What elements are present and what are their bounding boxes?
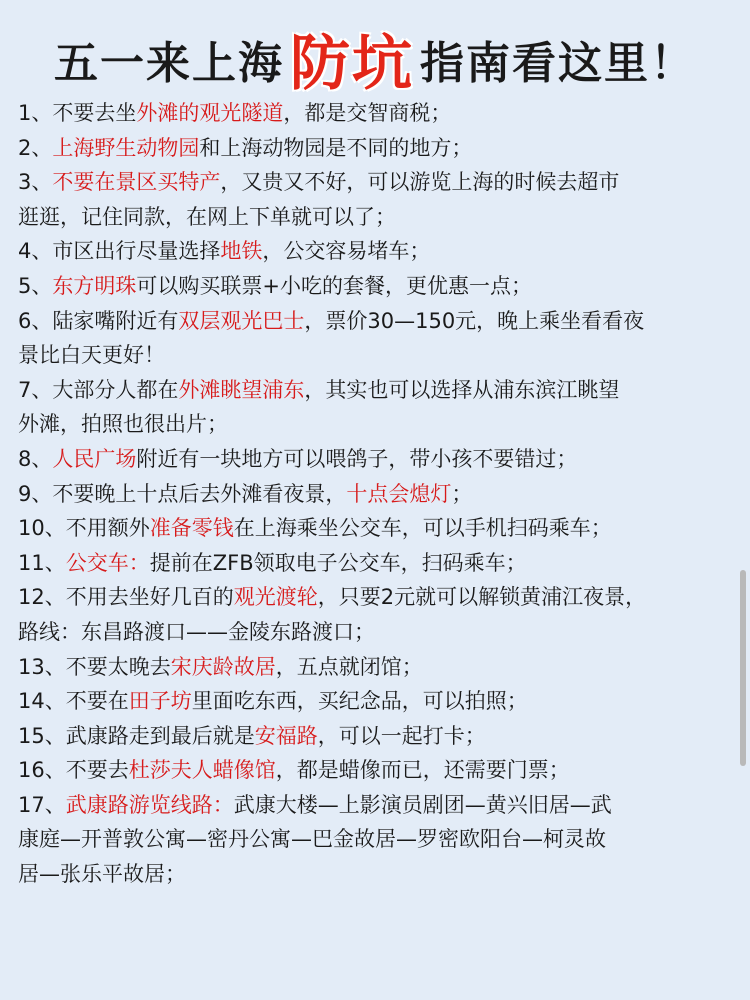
text-segment: ； xyxy=(451,481,473,506)
highlight-segment: 双层观光巴士 xyxy=(178,308,305,333)
text-segment: 3、 xyxy=(18,170,53,195)
tip-line xyxy=(18,442,730,477)
text-segment: 9、不要晚上十点后去外滩看夜景， xyxy=(18,481,347,506)
text-segment: 路线：东昌路渡口——金陵东路渡口； xyxy=(18,619,375,644)
tip-line xyxy=(18,788,730,823)
text-segment: 6、陆家嘴附近有 xyxy=(18,308,179,333)
text-segment: 16、不要去 xyxy=(18,758,129,783)
title-highlight: 防坑 xyxy=(290,29,414,99)
tip-line xyxy=(18,615,730,650)
text-segment: 附近有一块地方可以喂鸽子，带小孩不要错过； xyxy=(136,446,578,471)
highlight-segment: 外滩的观光隧道 xyxy=(136,101,284,125)
text-segment: 外滩，拍照也很出片； xyxy=(18,412,228,437)
tip-line xyxy=(18,546,730,581)
text-segment: 8、 xyxy=(18,446,53,471)
highlight-segment: 地铁 xyxy=(220,239,263,264)
text-segment: 5、 xyxy=(18,273,53,298)
highlight-segment: 杜莎夫人蜡像馆 xyxy=(128,758,276,783)
text-segment: ，其实也可以选择从浦东滨江眺望 xyxy=(304,377,620,402)
tip-line xyxy=(18,96,730,131)
text-segment: 2、 xyxy=(18,135,53,160)
highlight-segment: 田子坊 xyxy=(128,689,192,714)
tip-line xyxy=(18,338,730,373)
text-segment: 武康大楼—上影演员剧团—黄兴旧居—武 xyxy=(233,792,612,817)
tip-line xyxy=(18,753,730,788)
highlight-segment: 准备零钱 xyxy=(149,516,234,541)
text-segment: 13、不要太晚去 xyxy=(18,654,171,679)
tip-line xyxy=(18,822,730,857)
text-segment: 提前在ZFB领取电子公交车，扫码乘车； xyxy=(149,550,527,575)
text-segment: ，可以一起打卡； xyxy=(317,723,486,748)
tips-list xyxy=(18,96,730,892)
text-segment: 景比白天更好！ xyxy=(18,343,165,368)
text-segment: ，都是交智商税； xyxy=(283,101,452,125)
tip-line xyxy=(18,165,730,200)
text-segment: 可以购买联票+小吃的套餐，更优惠一点； xyxy=(136,273,532,298)
text-segment: 和上海动物园是不同的地方； xyxy=(199,135,473,160)
highlight-segment: 武康路游览线路： xyxy=(65,792,234,817)
highlight-segment: 外滩眺望浦东 xyxy=(178,377,305,402)
highlight-segment: 公交车： xyxy=(65,550,150,575)
tip-line xyxy=(18,131,730,166)
text-segment: 在上海乘坐公交车，可以手机扫码乘车； xyxy=(233,516,612,541)
text-segment: ，五点就闭馆； xyxy=(275,654,423,679)
tip-line xyxy=(18,857,730,892)
tip-line xyxy=(18,477,730,512)
text-segment: ，都是蜡像而已，还需要门票； xyxy=(275,758,570,783)
highlight-segment: 观光渡轮 xyxy=(233,585,318,610)
text-segment: 4、市区出行尽量选择 xyxy=(18,239,221,264)
tip-line xyxy=(18,269,730,304)
text-segment: 1、不要去坐 xyxy=(18,101,137,125)
text-segment: ，又贵又不好，可以游览上海的时候去超市 xyxy=(220,170,620,195)
tip-line xyxy=(18,719,730,754)
highlight-segment: 不要在景区买特产 xyxy=(52,170,221,195)
text-segment: ，公交容易堵车； xyxy=(262,239,431,264)
text-segment: 15、武康路走到最后就是 xyxy=(18,723,255,748)
highlight-segment: 人民广场 xyxy=(52,446,137,471)
title-prefix: 五一来上海 xyxy=(54,38,284,89)
tip-line xyxy=(18,304,730,339)
highlight-segment: 宋庆龄故居 xyxy=(170,654,276,679)
text-segment: 11、 xyxy=(18,550,66,575)
text-segment: 17、 xyxy=(18,792,66,817)
text-segment: 12、不用去坐好几百的 xyxy=(18,585,234,610)
tip-line xyxy=(18,407,730,442)
text-segment: 居—张乐平故居； xyxy=(18,862,186,887)
text-segment: 7、大部分人都在 xyxy=(18,377,179,402)
text-segment: ，票价30—150元，晚上乘坐看看夜 xyxy=(304,308,645,333)
text-segment: 逛逛，记住同款，在网上下单就可以了； xyxy=(18,204,396,229)
highlight-segment: 上海野生动物园 xyxy=(52,135,200,160)
tip-line xyxy=(18,373,730,408)
tip-line xyxy=(18,650,730,685)
title-suffix: 指南看这里！ xyxy=(420,38,696,89)
text-segment: 10、不用额外 xyxy=(18,516,150,541)
text-segment: 康庭—开普敦公寓—密丹公寓—巴金故居—罗密欧阳台—柯灵故 xyxy=(18,827,606,852)
scrollbar[interactable] xyxy=(740,570,746,766)
text-segment: ，只要2元就可以解锁黄浦江夜景， xyxy=(317,585,647,610)
tip-line xyxy=(18,234,730,269)
highlight-segment: 安福路 xyxy=(254,723,318,748)
highlight-segment: 东方明珠 xyxy=(52,273,137,298)
text-segment: 里面吃东西，买纪念品，可以拍照； xyxy=(191,689,528,714)
text-segment: 14、不要在 xyxy=(18,689,129,714)
page-title xyxy=(0,14,750,104)
tip-line xyxy=(18,200,730,235)
highlight-segment: 十点会熄灯 xyxy=(346,481,452,506)
tip-line xyxy=(18,580,730,615)
tip-line xyxy=(18,511,730,546)
tip-line xyxy=(18,684,730,719)
